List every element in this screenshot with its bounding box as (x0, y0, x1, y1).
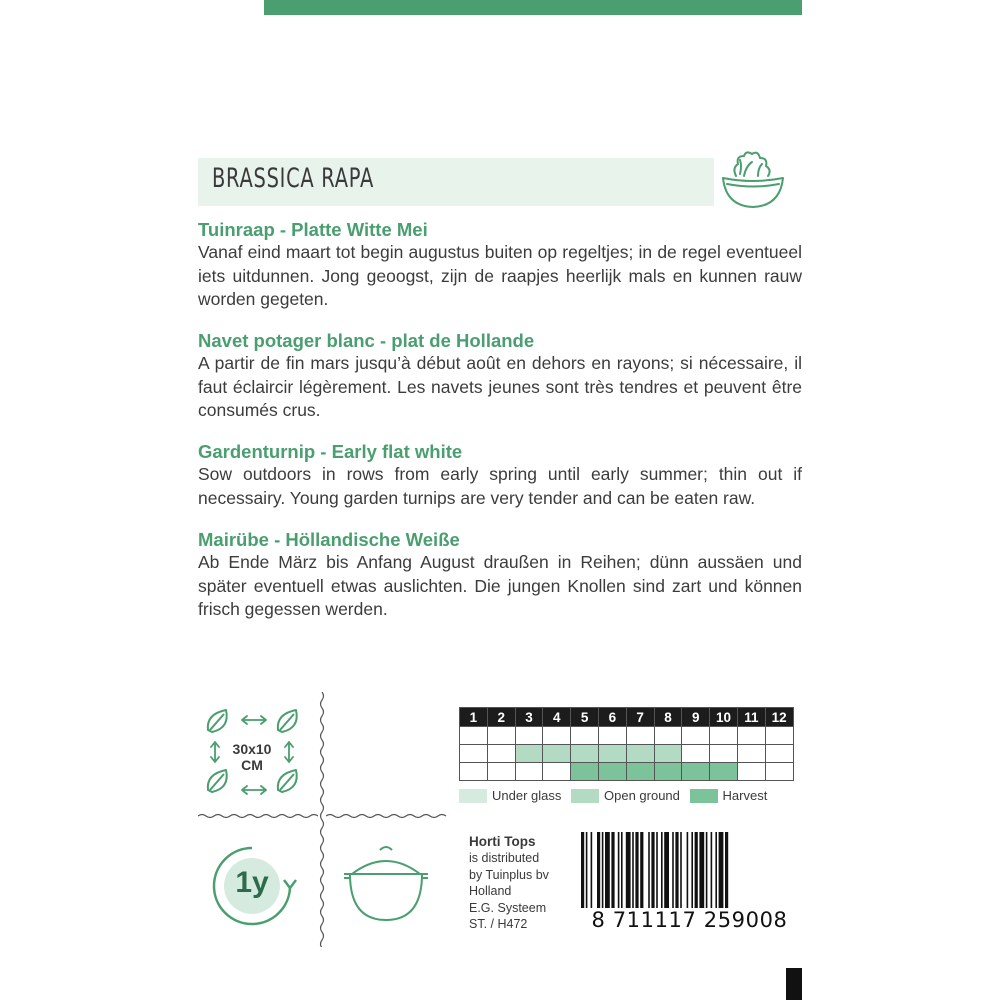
calendar-cell-under-glass (543, 727, 571, 745)
section-english (198, 440, 802, 510)
section-heading: Gardenturnip - Early flat white (198, 441, 463, 462)
species-title: BRASSICA RAPA (212, 163, 374, 194)
month-header-12: 12 (765, 708, 793, 727)
calendar-cell-harvest (571, 763, 599, 781)
calendar-cell-harvest (737, 763, 765, 781)
calendar-cell-open-ground (765, 745, 793, 763)
calendar-row-harvest (460, 763, 794, 781)
calendar-cell-harvest (543, 763, 571, 781)
section-text: Ab Ende März bis Anfang August draußen in Reihen; dünn aussäen und später eventuell etwas auslichten. Die jungen Knollen sind zart und können frisch gegessen werden. (198, 552, 802, 620)
distributor-line: is distributed (469, 851, 540, 866)
distributor-line: by Tuinplus bv (469, 867, 549, 882)
sowing-calendar (459, 707, 794, 781)
section-heading: Tuinraap - Platte Witte Mei (198, 219, 428, 240)
cooking-pot-icon (340, 842, 432, 926)
calendar-month-header (460, 708, 794, 727)
leaf-icon (208, 770, 227, 792)
calendar-cell-under-glass (460, 727, 488, 745)
legend-item-under-glass (459, 788, 561, 803)
leaf-icon (278, 710, 297, 732)
calendar-cell-harvest (515, 763, 543, 781)
arrow-vertical-icon (285, 742, 293, 762)
calendar-cell-open-ground (654, 745, 682, 763)
month-header-5: 5 (571, 708, 599, 727)
calendar-cell-open-ground (543, 745, 571, 763)
lifecycle-label: 1y (235, 866, 269, 899)
distributor-name: Horti Tops (469, 834, 536, 849)
calendar-cell-harvest (765, 763, 793, 781)
section-text: Sow outdoors in rows from early spring until early summer; thin out if necessairy. Young garden turnips are very tender and can be eaten raw. (198, 464, 802, 508)
distributor-line: Holland (469, 884, 512, 899)
calendar-cell-open-ground (571, 745, 599, 763)
month-header-2: 2 (487, 708, 515, 727)
section-german (198, 528, 802, 622)
barcode-number: 8 711117 259008 (577, 908, 802, 932)
calendar-cell-open-ground (626, 745, 654, 763)
calendar-cell-open-ground (710, 745, 738, 763)
calendar-cell-under-glass (682, 727, 710, 745)
spacing-value: 30x10 (232, 741, 272, 757)
calendar-legend (459, 788, 773, 806)
calendar-cell-harvest (654, 763, 682, 781)
spacing-label (222, 741, 282, 773)
section-dutch (198, 218, 802, 312)
wavy-divider-horizontal (326, 812, 450, 820)
section-text: Vanaf eind maart tot begin augustus buiten op regeltjes; in de regel eventueel iets uitdunnen. Jong geoogst, zijn de raapjes heerlijk mals en kunnen rauw worden gegeten. (198, 242, 802, 310)
leaf-icon (208, 710, 227, 732)
calendar-cell-under-glass (571, 727, 599, 745)
legend-label: Open ground (604, 788, 680, 803)
calendar-cell-under-glass (487, 727, 515, 745)
calendar-cell-open-ground (460, 745, 488, 763)
month-header-9: 9 (682, 708, 710, 727)
section-french (198, 329, 802, 423)
top-accent-bar (264, 0, 802, 15)
section-text: A partir de fin mars jusqu’à début août en dehors en rayons; si nécessaire, il faut éclaircir légèrement. Les navets jeunes sont très tendres et peuvent être consumés crus. (198, 353, 802, 421)
month-header-8: 8 (654, 708, 682, 727)
calendar-cell-under-glass (710, 727, 738, 745)
arrow-horizontal-icon (242, 786, 266, 794)
calendar-cell-open-ground (487, 745, 515, 763)
legend-label: Harvest (722, 788, 768, 803)
calendar-cell-harvest (682, 763, 710, 781)
calendar-table (459, 707, 794, 781)
black-tab-mark (786, 968, 802, 1000)
calendar-cell-under-glass (765, 727, 793, 745)
salad-bowl-icon (718, 146, 788, 212)
spacing-unit: CM (241, 757, 263, 773)
legend-item-open-ground (571, 788, 680, 803)
wavy-divider-horizontal (198, 812, 318, 820)
calendar-row-under-glass (460, 727, 794, 745)
legend-swatch (690, 789, 718, 803)
arrow-horizontal-icon (242, 716, 266, 724)
calendar-cell-under-glass (737, 727, 765, 745)
month-header-11: 11 (737, 708, 765, 727)
month-header-10: 10 (710, 708, 738, 727)
legend-item-harvest (690, 788, 768, 803)
arrow-vertical-icon (211, 742, 219, 762)
month-header-6: 6 (598, 708, 626, 727)
calendar-cell-open-ground (515, 745, 543, 763)
calendar-cell-open-ground (737, 745, 765, 763)
calendar-cell-open-ground (598, 745, 626, 763)
legend-swatch (459, 789, 487, 803)
distributor-line: E.G. Systeem (469, 900, 547, 915)
calendar-cell-under-glass (515, 727, 543, 745)
calendar-cell-under-glass (598, 727, 626, 745)
leaf-icon (278, 770, 297, 792)
legend-label: Under glass (492, 788, 562, 803)
calendar-cell-harvest (710, 763, 738, 781)
section-heading: Navet potager blanc - plat de Hollande (198, 330, 535, 351)
calendar-cell-harvest (487, 763, 515, 781)
calendar-cell-harvest (460, 763, 488, 781)
calendar-cell-harvest (626, 763, 654, 781)
month-header-3: 3 (515, 708, 543, 727)
calendar-cell-under-glass (626, 727, 654, 745)
calendar-cell-harvest (598, 763, 626, 781)
calendar-cell-open-ground (682, 745, 710, 763)
month-header-7: 7 (626, 708, 654, 727)
month-header-4: 4 (543, 708, 571, 727)
distributor-info (469, 834, 549, 932)
legend-swatch (571, 789, 599, 803)
section-heading: Mairübe - Höllandische Weiße (198, 529, 460, 550)
month-header-1: 1 (460, 708, 488, 727)
wavy-divider-vertical (318, 692, 326, 947)
calendar-cell-under-glass (654, 727, 682, 745)
calendar-row-open-ground (460, 745, 794, 763)
distributor-line: ST. / H472 (469, 917, 528, 932)
